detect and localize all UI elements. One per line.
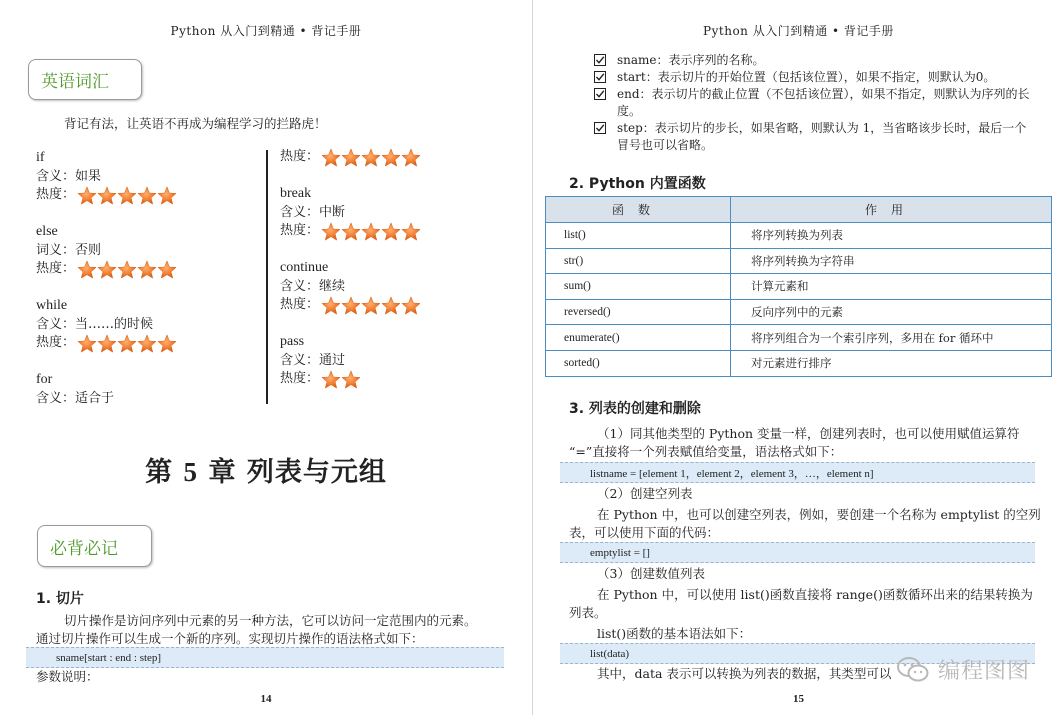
vocab-word: while [36,298,68,313]
heat-stars [321,148,421,167]
list-paragraph-4: （3）创建数值列表 [597,566,705,581]
vocab-word: if [36,150,45,165]
function-cell: str() [546,248,731,274]
heat-stars [321,296,421,315]
purpose-cell: 将序列组合为一个索引序列，多用在 for 循环中 [731,325,1052,351]
star-icon [117,334,137,353]
chapter-suffix: 章 列表与元组 [208,457,387,488]
chapter-number: 5 [183,457,199,487]
listname-syntax-code: listname = [element 1，element 2，element 3，…，element n] [560,462,1035,483]
chapter-title [0,450,532,489]
star-icon [137,186,157,205]
purpose-cell: 计算元素和 [731,274,1052,300]
vocab-entry-for [36,371,256,408]
vocab-entry-break [280,185,510,241]
heat-stars [77,186,177,205]
star-icon [361,222,381,241]
heat-label: 热度： [280,149,320,165]
star-icon [157,334,177,353]
list-paragraph-2: （2）创建空列表 [597,486,693,501]
param-text: sname：表示序列的名称。 [617,53,765,67]
heat-label: 热度： [280,223,320,239]
table-row [546,223,1052,249]
heat-label: 热度： [280,297,320,313]
checkbox-icon [593,122,607,134]
vocab-word: pass [280,334,305,349]
meaning-text: 中断 [319,204,346,220]
param-item [593,120,1033,154]
running-head-left: Python 从入门到精通 • 背记手册 [170,24,362,38]
running-head-right: Python 从入门到精通 • 背记手册 [703,24,894,38]
star-icon [341,222,361,241]
vocab-section-title: 英语词汇 [28,59,142,100]
checkbox-icon [593,71,607,83]
param-item [593,69,1033,86]
vocab-intro: 背记有法，让英语不再成为编程学习的拦路虎！ [64,116,327,131]
list-data-code: list(data) [560,643,1035,664]
table-row [546,248,1052,274]
list-paragraph-6: list()函数的基本语法如下： [597,626,752,641]
vocab-word: else [36,224,58,239]
vocab-left-column [36,149,256,426]
star-icon [361,148,381,167]
right-page [533,0,1064,715]
vocab-entry-pass [280,333,510,389]
star-icon [341,370,361,389]
star-icon [97,334,117,353]
star-icon [97,260,117,279]
vocab-word: for [36,372,53,387]
param-text: step：表示切片的步长，如果省略，则默认为 1，当省略该步长时，最后一个冒号也可以省略。 [617,121,1027,152]
watermark [896,654,1030,685]
table-header-row [546,197,1052,223]
meaning-text: 否则 [75,242,102,258]
heat-stars [77,260,177,279]
heat-stars [77,334,177,353]
meaning-label: 词义： [36,242,76,258]
param-text: end：表示切片的截止位置（不包括该位置），如果不指定，则默认为序列的长度。 [617,87,1030,118]
checkbox-icon [593,54,607,66]
star-icon [137,260,157,279]
slice-syntax-code: sname[start : end : step] [26,647,504,668]
purpose-cell: 将序列转换为字符串 [731,248,1052,274]
table-row [546,274,1052,300]
star-icon [341,148,361,167]
page-number-right: 15 [793,693,804,705]
list-paragraph-5b: 列表。 [569,605,607,620]
heat-label: 热度： [36,261,76,277]
vocab-entry-for-heat [280,148,510,167]
purpose-cell: 将序列转换为列表 [731,223,1052,249]
star-icon [117,186,137,205]
function-cell: reversed() [546,299,731,325]
list-paragraph-3b: 表，可以使用下面的代码： [569,525,720,540]
slicing-paragraph-2: 通过切片操作可以生成一个新的序列。实现切片操作的语法格式如下： [36,631,424,646]
vocab-right-column [280,148,510,407]
table-row [546,350,1052,376]
section-heading-list-create: 3. 列表的创建和删除 [569,401,701,417]
meaning-text: 如果 [75,168,102,184]
star-icon [401,148,421,167]
heat-label: 热度： [280,371,320,387]
vocab-entry-if [36,149,256,205]
meaning-text: 通过 [319,352,346,368]
list-paragraph-1b: “=”直接将一个列表赋值给变量，语法格式如下： [569,444,843,459]
page-number-left: 14 [260,693,272,705]
section-heading-builtins: 2. Python 内置函数 [569,176,706,192]
meaning-label: 含义： [36,390,76,406]
star-icon [381,222,401,241]
function-cell: list() [546,223,731,249]
star-icon [321,296,341,315]
list-paragraph-5a: 在 Python 中，可以使用 list()函数直接将 range()函数循环出来的结果转换为 [597,587,1033,602]
function-cell: sorted() [546,350,731,376]
star-icon [117,260,137,279]
meaning-text: 继续 [319,278,346,294]
star-icon [77,334,97,353]
meaning-label: 含义： [36,168,76,184]
star-icon [381,296,401,315]
meaning-label: 含义： [36,316,76,332]
heat-label: 热度： [36,335,76,351]
star-icon [401,222,421,241]
param-item [593,52,1033,69]
heat-stars [321,222,421,241]
purpose-cell: 对元素进行排序 [731,350,1052,376]
param-text: start：表示切片的开始位置（包括该位置），如果不指定，则默认为0。 [617,70,996,84]
checkbox-icon [593,88,607,100]
star-icon [77,186,97,205]
vocab-entry-else [36,223,256,279]
must-remember-title: 必背必记 [37,525,152,567]
builtin-function-table [545,196,1052,377]
list-paragraph-1a: （1）同其他类型的 Python 变量一样，创建列表时，也可以使用赋值运算符 [597,426,1020,441]
param-checklist [593,52,1033,154]
star-icon [321,222,341,241]
purpose-cell: 反向序列中的元素 [731,299,1052,325]
star-icon [321,370,341,389]
param-item [593,86,1033,120]
star-icon [401,296,421,315]
meaning-label: 含义： [280,352,320,368]
star-icon [137,334,157,353]
star-icon [97,186,117,205]
table-row [546,325,1052,351]
function-cell: enumerate() [546,325,731,351]
star-icon [157,186,177,205]
table-header-purpose: 作用 [731,197,1052,223]
watermark-text: 编程图图 [937,659,1030,684]
list-paragraph-7: 其中，data 表示可以转换为列表的数据，其类型可以 [597,666,892,681]
star-icon [77,260,97,279]
wechat-icon [896,656,930,684]
meaning-label: 含义： [280,204,320,220]
star-icon [157,260,177,279]
star-icon [341,296,361,315]
vocab-entry-while [36,297,256,353]
vocab-word: break [280,186,312,201]
table-header-function: 函数 [546,197,731,223]
function-cell: sum() [546,274,731,300]
emptylist-code: emptylist = [] [560,542,1035,563]
star-icon [361,296,381,315]
vocab-entry-continue [280,259,510,315]
heat-stars [321,370,361,389]
section-heading-slicing: 1. 切片 [36,591,84,607]
list-paragraph-3a: 在 Python 中，也可以创建空列表，例如，要创建一个名称为 emptylist 的空列 [597,507,1041,522]
table-row [546,299,1052,325]
heat-label: 热度： [36,187,76,203]
params-label: 参数说明： [36,669,99,684]
chapter-prefix: 第 [145,457,174,488]
star-icon [321,148,341,167]
vocab-word: continue [280,260,329,275]
slicing-paragraph-1: 切片操作是访问序列中元素的另一种方法，它可以访问一定范围内的元素。 [64,613,477,628]
meaning-text: 适合于 [75,390,115,406]
meaning-text: 当……的时候 [75,316,154,332]
meaning-label: 含义： [280,278,320,294]
column-divider [266,150,268,404]
star-icon [381,148,401,167]
